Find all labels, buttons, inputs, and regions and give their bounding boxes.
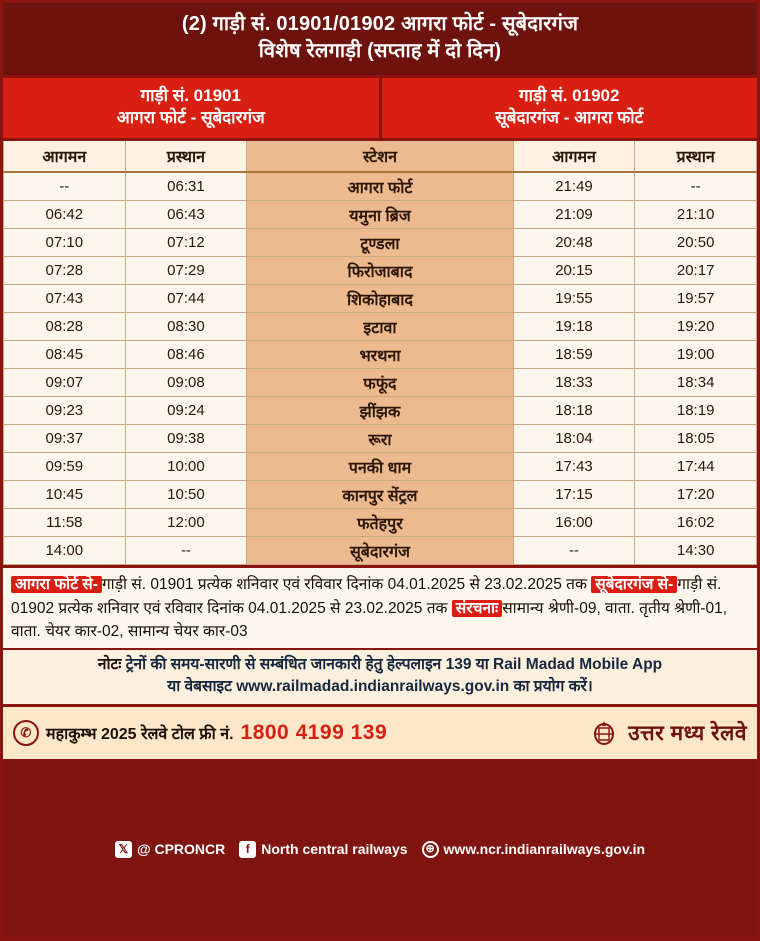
cell-departure-left: 12:00 <box>125 509 247 537</box>
cell-station: पनकी धाम <box>247 453 513 481</box>
cell-station: शिकोहाबाद <box>247 285 513 313</box>
cell-station: फफूंद <box>247 369 513 397</box>
table-row <box>4 313 757 341</box>
table-row <box>4 509 757 537</box>
cell-arrival-right: 17:15 <box>513 481 635 509</box>
train-headers <box>3 78 757 141</box>
table-row <box>4 229 757 257</box>
cell-departure-right: 20:17 <box>635 257 757 285</box>
cell-arrival-right: 18:18 <box>513 397 635 425</box>
train-header-left <box>3 78 382 138</box>
cell-station: फतेहपुर <box>247 509 513 537</box>
title-line-2: विशेष रेलगाड़ी (सप्ताह में दो दिन) <box>258 40 502 62</box>
note-tag-composition: संरचनाः <box>452 600 502 617</box>
cell-departure-right: 19:57 <box>635 285 757 313</box>
col-departure-left: प्रस्थान <box>125 141 247 172</box>
social-website-label: www.ncr.indianrailways.gov.in <box>443 841 646 858</box>
train-number-01901: गाड़ी सं. 01901 <box>140 86 241 105</box>
cell-arrival-left: 09:23 <box>4 397 126 425</box>
cell-departure-right: 14:30 <box>635 537 757 565</box>
note-text-01902: गाड़ी सं. 01902 प्रत्येक शनिवार एवं रविवार दिनांक 04.01.2025 से 23.02.2025 तक <box>11 576 722 617</box>
zone-block <box>589 718 747 748</box>
cell-arrival-right: 18:59 <box>513 341 635 369</box>
footer-social-bar <box>3 761 757 938</box>
cell-departure-left: 09:38 <box>125 425 247 453</box>
cell-departure-right: -- <box>635 172 757 201</box>
tollfree-label: महाकुम्भ 2025 रेलवे टोल फ्री नं. <box>46 725 234 743</box>
cell-departure-right: 17:20 <box>635 481 757 509</box>
note-label: नोटः <box>97 655 122 673</box>
table-row <box>4 285 757 313</box>
cell-arrival-left: 08:28 <box>4 313 126 341</box>
cell-departure-right: 17:44 <box>635 453 757 481</box>
cell-arrival-right: 20:15 <box>513 257 635 285</box>
cell-departure-left: 09:08 <box>125 369 247 397</box>
cell-departure-left: 10:00 <box>125 453 247 481</box>
cell-arrival-left: 14:00 <box>4 537 126 565</box>
social-website[interactable] <box>422 841 646 858</box>
cell-arrival-left: 10:45 <box>4 481 126 509</box>
cell-departure-right: 20:50 <box>635 229 757 257</box>
table-row <box>4 425 757 453</box>
train-route-01901: आगरा फोर्ट - सूबेदारगंज <box>116 108 265 128</box>
cell-arrival-right: 18:04 <box>513 425 635 453</box>
cell-arrival-left: 11:58 <box>4 509 126 537</box>
cell-departure-right: 18:19 <box>635 397 757 425</box>
cell-departure-right: 21:10 <box>635 201 757 229</box>
cell-arrival-left: 09:07 <box>4 369 126 397</box>
col-station: स्टेशन <box>247 141 513 172</box>
note-helpline-line2: या वेबसाइट www.railmadad.indianrailways.gov.in का प्रयोग करें। <box>167 678 593 696</box>
cell-station: फिरोजाबाद <box>247 257 513 285</box>
cell-departure-left: 09:24 <box>125 397 247 425</box>
cell-arrival-right: 19:55 <box>513 285 635 313</box>
cell-arrival-left: 07:43 <box>4 285 126 313</box>
cell-arrival-left: 08:45 <box>4 341 126 369</box>
tollfree-number[interactable]: 1800 4199 139 <box>240 720 388 744</box>
cell-station: टूण्डला <box>247 229 513 257</box>
train-route-01902: सूबेदारगंज - आगरा फोर्ट <box>495 108 644 128</box>
table-row <box>4 369 757 397</box>
cell-arrival-left: 07:28 <box>4 257 126 285</box>
col-arrival-right: आगमन <box>513 141 635 172</box>
ncr-emblem-icon <box>589 718 619 748</box>
cell-station: सूबेदारगंज <box>247 537 513 565</box>
x-twitter-icon: 𝕏 <box>115 841 132 858</box>
cell-arrival-left: 09:59 <box>4 453 126 481</box>
cell-departure-left: 07:12 <box>125 229 247 257</box>
cell-departure-left: 08:46 <box>125 341 247 369</box>
cell-station: इटावा <box>247 313 513 341</box>
cell-departure-right: 18:34 <box>635 369 757 397</box>
cell-arrival-left: 06:42 <box>4 201 126 229</box>
cell-arrival-right: 19:18 <box>513 313 635 341</box>
phone-icon: ✆ <box>13 720 39 746</box>
cell-arrival-left: -- <box>4 172 126 201</box>
cell-arrival-right: 16:00 <box>513 509 635 537</box>
cell-arrival-right: 18:33 <box>513 369 635 397</box>
cell-departure-left: -- <box>125 537 247 565</box>
table-row <box>4 397 757 425</box>
note-text-01901: गाड़ी सं. 01901 प्रत्येक शनिवार एवं रविवार दिनांक 04.01.2025 से 23.02.2025 तक <box>101 576 587 594</box>
social-facebook[interactable] <box>239 841 407 858</box>
table-row <box>4 172 757 201</box>
note-text-composition: सामान्य श्रेणी-09, वाता. तृतीय श्रेणी-01, वाता. चेयर कार-02, सामान्य चेयर कार-03 <box>11 599 728 641</box>
title-line-1: (2) गाड़ी सं. 01901/01902 आगरा फोर्ट - सूबेदारगंज <box>181 13 579 35</box>
poster-title <box>3 3 757 78</box>
cell-arrival-right: 20:48 <box>513 229 635 257</box>
schedule-table <box>3 141 757 565</box>
cell-station: रूरा <box>247 425 513 453</box>
helpline-note <box>3 648 757 707</box>
footer-contact-bar <box>3 707 757 761</box>
cell-departure-left: 07:44 <box>125 285 247 313</box>
service-notes <box>3 565 757 648</box>
note-tag-from-subedarganj: सूबेदारगंज से- <box>591 576 677 593</box>
cell-arrival-left: 07:10 <box>4 229 126 257</box>
cell-station: भरथना <box>247 341 513 369</box>
cell-arrival-right: 21:09 <box>513 201 635 229</box>
cell-departure-left: 07:29 <box>125 257 247 285</box>
globe-icon: ⊕ <box>422 841 439 858</box>
cell-arrival-right: 21:49 <box>513 172 635 201</box>
table-row <box>4 481 757 509</box>
cell-departure-left: 10:50 <box>125 481 247 509</box>
cell-departure-right: 19:20 <box>635 313 757 341</box>
cell-arrival-right: 17:43 <box>513 453 635 481</box>
cell-arrival-left: 09:37 <box>4 425 126 453</box>
social-facebook-label: North central railways <box>261 841 408 858</box>
schedule-rows <box>4 172 757 565</box>
col-departure-right: प्रस्थान <box>635 141 757 172</box>
cell-station: आगरा फोर्ट <box>247 172 513 201</box>
cell-arrival-right: -- <box>513 537 635 565</box>
table-row <box>4 453 757 481</box>
col-arrival-left: आगमन <box>4 141 126 172</box>
note-tag-from-agra: आगरा फोर्ट से- <box>11 576 102 593</box>
social-twitter[interactable] <box>115 841 225 858</box>
note-helpline-line1: ट्रेनों की समय-सारणी से सम्बंधित जानकारी हेतु हेल्पलाइन 139 या Rail Madad Mobile App <box>121 655 663 673</box>
cell-departure-left: 08:30 <box>125 313 247 341</box>
cell-departure-right: 16:02 <box>635 509 757 537</box>
table-header-row <box>4 141 757 172</box>
tollfree-block <box>13 720 387 746</box>
zone-name: उत्तर मध्य रेलवे <box>628 721 747 745</box>
facebook-icon: f <box>239 841 256 858</box>
table-row <box>4 257 757 285</box>
table-row <box>4 201 757 229</box>
social-twitter-label: @ CPRONCR <box>136 841 226 858</box>
cell-station: कानपुर सेंट्रल <box>247 481 513 509</box>
train-header-right <box>382 78 758 138</box>
cell-departure-right: 18:05 <box>635 425 757 453</box>
cell-departure-right: 19:00 <box>635 341 757 369</box>
cell-departure-left: 06:31 <box>125 172 247 201</box>
cell-departure-left: 06:43 <box>125 201 247 229</box>
table-row <box>4 341 757 369</box>
cell-station: यमुना ब्रिज <box>247 201 513 229</box>
table-row <box>4 537 757 565</box>
cell-station: झींझक <box>247 397 513 425</box>
train-number-01902: गाड़ी सं. 01902 <box>519 86 620 105</box>
